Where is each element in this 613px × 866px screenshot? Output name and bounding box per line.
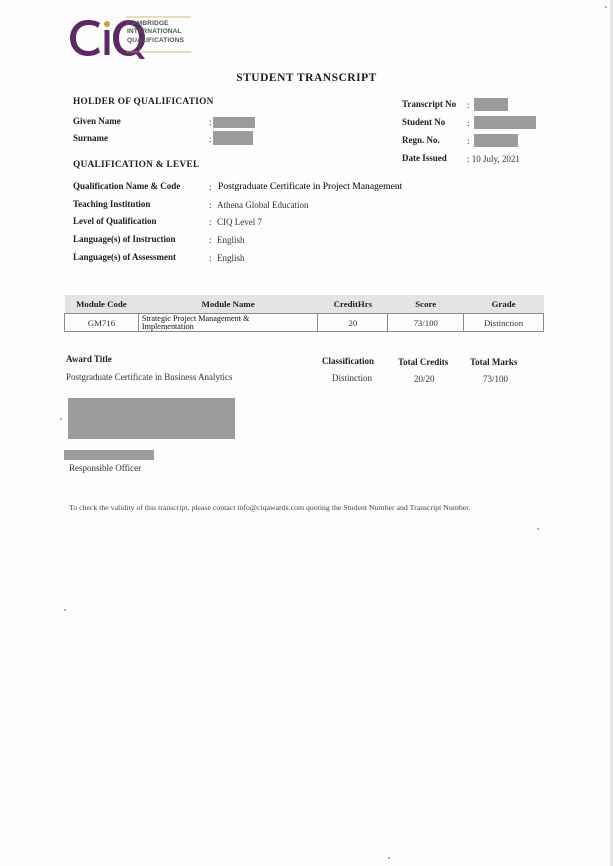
classification-label: Classification [322,356,375,366]
transcript-no-label: Transcript No [402,99,457,109]
surname-label: Surname [73,133,109,143]
module-code-cell: GM716 [65,314,139,332]
credit-hours-header: CreditHrs [318,295,388,314]
assessment-language-label: Language(s) of Assessment [73,252,177,262]
logo-line-1: CAMBRIDGE [127,20,169,27]
redacted-officer-name [64,450,154,460]
redacted-transcript-no [474,98,508,111]
module-name-cell [138,314,318,332]
modules-header-row [65,295,544,314]
colon: : [209,134,212,144]
table-row [65,314,544,332]
redacted-signature [68,398,235,439]
assessment-language-value: English [217,253,245,263]
total-marks-value: 73/100 [483,374,509,384]
total-credits-value: 20/20 [414,374,435,384]
scan-speck [388,857,390,859]
colon: : [209,253,212,263]
logo-line-2: INTERNATIONAL [127,28,182,36]
holder-heading: HOLDER OF QUALIFICATION [73,97,214,107]
validity-note: To check the validity of this transcript, please contact info@ciqawards.com quoting the Student Number and Transcript Number. [69,503,471,512]
module-name-line-2: Implementation [141,321,194,331]
instruction-language-value: English [217,235,245,245]
redacted-student-no [474,116,536,129]
redacted-given-name [213,117,255,128]
student-no-label: Student No [402,117,446,127]
qualification-name-value: Postgraduate Certificate in Project Management [218,181,403,192]
qualification-heading: QUALIFICATION & LEVEL [73,160,200,170]
award-title-value: Postgraduate Certificate in Business Analytics [66,372,233,382]
grade-cell: Distinction [464,314,544,332]
colon: : [209,200,212,210]
regn-no-label: Regn. No. [402,135,440,145]
total-marks-label: Total Marks [470,357,518,367]
scan-speck [64,609,66,611]
award-title-label: Award Title [66,354,112,364]
scan-speck [60,418,62,420]
instruction-language-label: Language(s) of Instruction [73,234,176,244]
score-cell: 73/100 [388,314,464,332]
colon: : [467,100,470,110]
module-name-header: Module Name [138,295,318,314]
modules-table [64,295,544,332]
date-issued-label: Date Issued [402,153,447,163]
classification-value: Distinction [332,373,372,383]
page-title: STUDENT TRANSCRIPT [236,72,377,84]
colon: : [467,118,470,128]
given-name-label: Given Name [73,116,121,126]
grade-header: Grade [464,295,544,314]
qualification-name-label: Qualification Name & Code [73,181,181,191]
responsible-officer-label: Responsible Officer [69,463,142,473]
scan-speck [605,6,607,8]
redacted-regn-no [474,134,518,147]
credit-hours-cell: 20 [318,314,388,332]
colon: : [209,117,212,127]
level-label: Level of Qualification [73,216,157,226]
teaching-institution-value: Athena Global Education [217,200,309,210]
logo-wordmark [127,20,184,45]
scan-speck [537,528,539,530]
module-name-line-1: Strategic Project Management & [141,313,250,323]
total-credits-label: Total Credits [398,357,449,367]
colon: : [209,217,212,227]
score-header: Score [388,295,464,314]
redacted-surname [213,131,253,145]
colon: : [467,136,470,146]
colon: : [209,235,212,245]
logo-line-3: QUALIFICATIONS [127,36,184,44]
date-issued-value: : 10 July, 2021 [467,154,520,164]
teaching-institution-label: Teaching Institution [73,199,151,209]
colon: : [209,182,212,192]
level-value: CIQ Level 7 [217,217,262,227]
date-issued-text: 10 July, 2021 [471,154,520,164]
module-code-header: Module Code [65,295,139,314]
